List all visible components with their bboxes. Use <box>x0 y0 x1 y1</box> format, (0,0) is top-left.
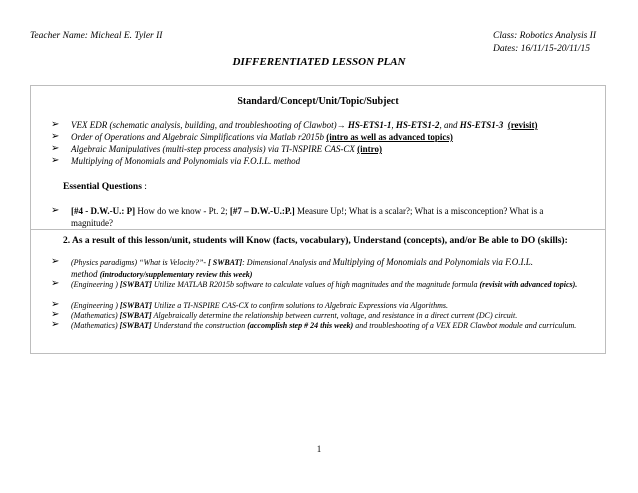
lesson-dates: Dates: 16/11/15-20/11/15 <box>493 44 591 54</box>
bullet-arrow-icon: ➢ <box>51 299 60 310</box>
section-heading: 2. As a result of this lesson/unit, students will Know (facts, vocabulary), Understand (concepts), and/or Be able to DO (skills): <box>63 236 568 246</box>
bullet-arrow-icon: ➢ <box>51 205 60 216</box>
list-item: ➢ (Physics paradigms) “What is Velocity?”- [ SWBAT]: Dimensional Analysis and Multiplying of Monomials and Polynomials via F.O.I.L. <box>51 256 533 267</box>
outcomes-section <box>30 229 606 354</box>
list-item-continuation: method (introductory/supplementary review this week) <box>71 269 253 279</box>
bullet-arrow-icon: ➢ <box>51 309 60 320</box>
list-item: ➢ [#4 - D.W.-U.: P] How do we know - Pt. 2; [#7 – D.W.-U.:P.] Measure Up!; What is a scalar?; What is a misconception? What is a <box>51 205 544 216</box>
bullet-arrow-icon: ➢ <box>51 278 60 289</box>
page-number: 1 <box>316 444 322 454</box>
standards-section <box>30 85 606 230</box>
bullet-arrow-icon: ➢ <box>51 119 60 130</box>
bullet-arrow-icon: ➢ <box>51 155 60 166</box>
bullet-arrow-icon: ➢ <box>51 131 60 142</box>
list-item: ➢ (Mathematics) [SWBAT] Understand the construction (accomplish step # 24 this week) and troubleshooting of a VEX EDR Clawbot module and curriculum. <box>51 319 577 330</box>
page-title: DIFFERENTIATED LESSON PLAN <box>232 56 406 68</box>
teacher-name: Teacher Name: Micheal E. Tyler II <box>30 31 163 41</box>
list-item: ➢ (Engineering ) [SWBAT] Utilize MATLAB R2015b software to calculate values of high magnitudes and the magnitude formula (revisit with advanced topics). <box>51 278 578 289</box>
bullet-arrow-icon: ➢ <box>51 143 60 154</box>
list-item: ➢ Multiplying of Monomials and Polynomials via F.O.I.L. method <box>51 155 301 166</box>
bullet-arrow-icon: ➢ <box>51 256 60 267</box>
list-item: ➢ (Engineering ) [SWBAT] Utilize a TI-NSPIRE CAS-CX to confirm solutions to Algebraic Expressions via Algorithms. <box>51 299 448 310</box>
bullet-arrow-icon: ➢ <box>51 319 60 330</box>
class-name: Class: Robotics Analysis II <box>493 31 597 41</box>
list-item: ➢ (Mathematics) [SWBAT] Algebraically determine the relationship between current, voltage, and resistance in a direct current (DC) circuit. <box>51 309 518 320</box>
list-item-continuation: magnitude? <box>71 218 113 228</box>
section-heading: Standard/Concept/Unit/Topic/Subject <box>237 96 399 107</box>
essential-questions-label: Essential Questions : <box>63 182 147 192</box>
list-item: ➢ Algebraic Manipulatives (multi-step process analysis) via TI-NSPIRE CAS-CX (intro) <box>51 143 382 154</box>
list-item: ➢ VEX EDR (schematic analysis, building, and troubleshooting of Clawbot)→ HS-ETS1-1, HS-ETS1-2, and HS-ETS1-3 (revisit) <box>51 119 538 130</box>
list-item: ➢ Order of Operations and Algebraic Simplifications via Matlab r2015b (intro as well as advanced topics) <box>51 131 453 142</box>
